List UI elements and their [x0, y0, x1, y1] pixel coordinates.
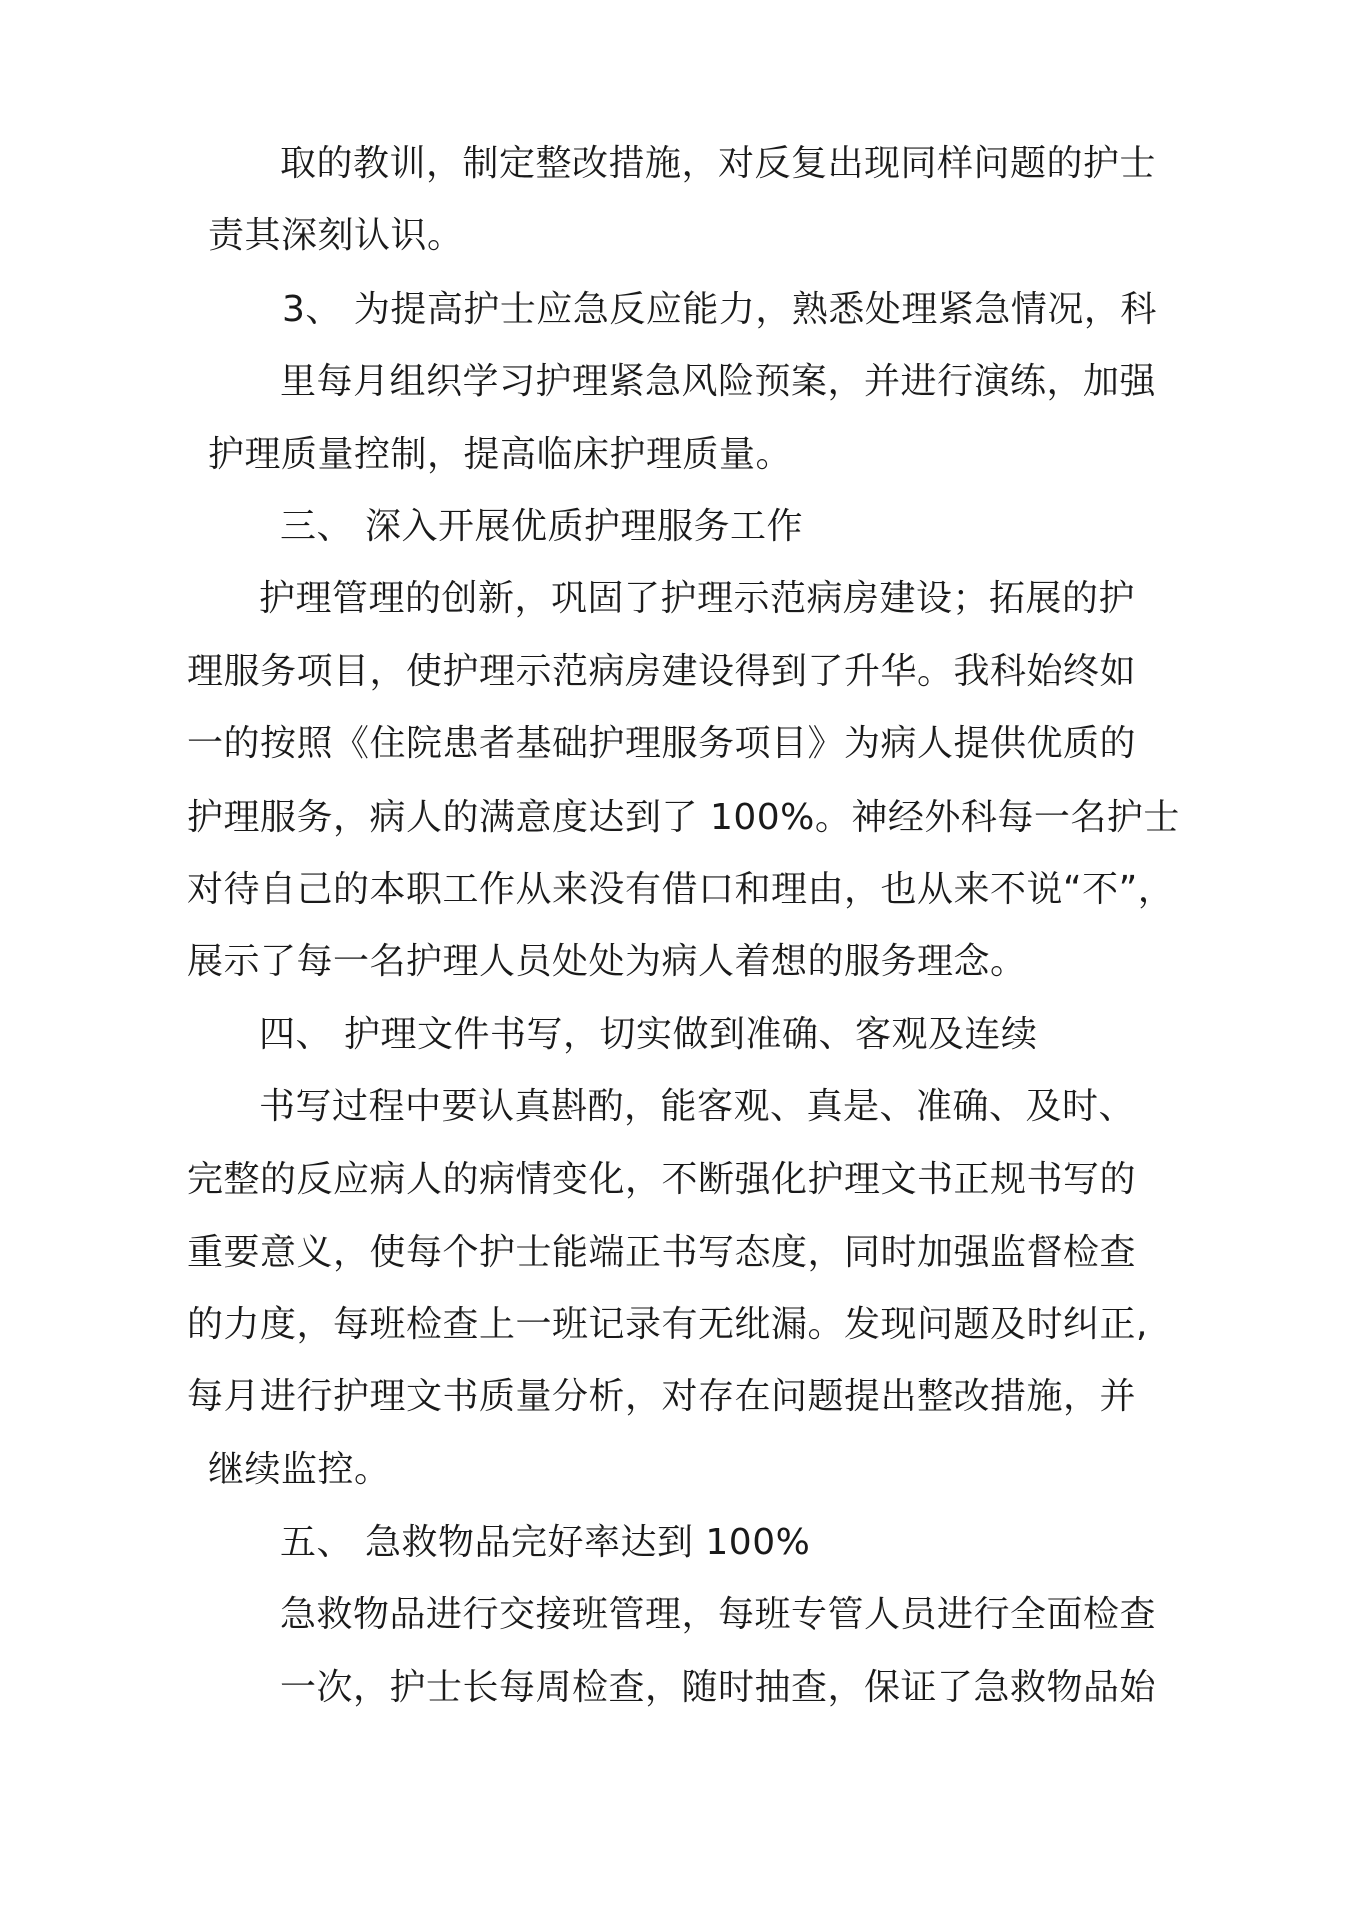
- paragraph-line: 继续监控。: [208, 1449, 391, 1490]
- section-heading: 四、 护理文件书写，切实做到准确、客观及连续: [259, 1014, 1038, 1055]
- paragraph-line: 的力度，每班检查上一班记录有无纰漏。发现问题及时纠正,: [187, 1304, 1148, 1345]
- paragraph-line: 理服务项目，使护理示范病房建设得到了升华。我科始终如: [187, 651, 1137, 692]
- paragraph-line: 展示了每一名护理人员处处为病人着想的服务理念。: [187, 941, 1027, 982]
- paragraph-line: 一次，护士长每周检查，随时抽查，保证了急救物品始: [280, 1667, 1157, 1708]
- paragraph-line: 责其深刻认识。: [208, 215, 464, 256]
- list-item-line: 3、 为提高护士应急反应能力，熟悉处理紧急情况，科: [282, 289, 1157, 330]
- paragraph-line: 每月进行护理文书质量分析，对存在问题提出整改措施，并: [187, 1376, 1137, 1417]
- paragraph-line: 一的按照《住院患者基础护理服务项目》为病人提供优质的: [187, 723, 1137, 764]
- paragraph-line: 完整的反应病人的病情变化，不断强化护理文书正规书写的: [187, 1159, 1137, 1200]
- section-heading: 三、 深入开展优质护理服务工作: [280, 506, 803, 547]
- paragraph-line: 里每月组织学习护理紧急风险预案，并进行演练，加强: [280, 361, 1157, 402]
- paragraph-line: 急救物品进行交接班管理，每班专管人员进行全面检查: [280, 1594, 1157, 1635]
- paragraph-line: 重要意义，使每个护士能端正书写态度，同时加强监督检查: [187, 1232, 1137, 1273]
- paragraph-line: 书写过程中要认真斟酌，能客观、真是、准确、及时、: [259, 1086, 1136, 1127]
- paragraph-line: 对待自己的本职工作从来没有借口和理由，也从来不说“不”，: [187, 869, 1175, 910]
- paragraph-line: 护理服务，病人的满意度达到了 100%。神经外科每一名护士: [187, 797, 1180, 838]
- paragraph-line: 护理管理的创新，巩固了护理示范病房建设；拓展的护: [259, 578, 1136, 619]
- section-heading: 五、 急救物品完好率达到 100%: [280, 1522, 811, 1563]
- paragraph-line: 取的教训，制定整改措施，对反复出现同样问题的护士: [280, 143, 1157, 184]
- paragraph-line: 护理质量控制，提高临床护理质量。: [208, 434, 793, 475]
